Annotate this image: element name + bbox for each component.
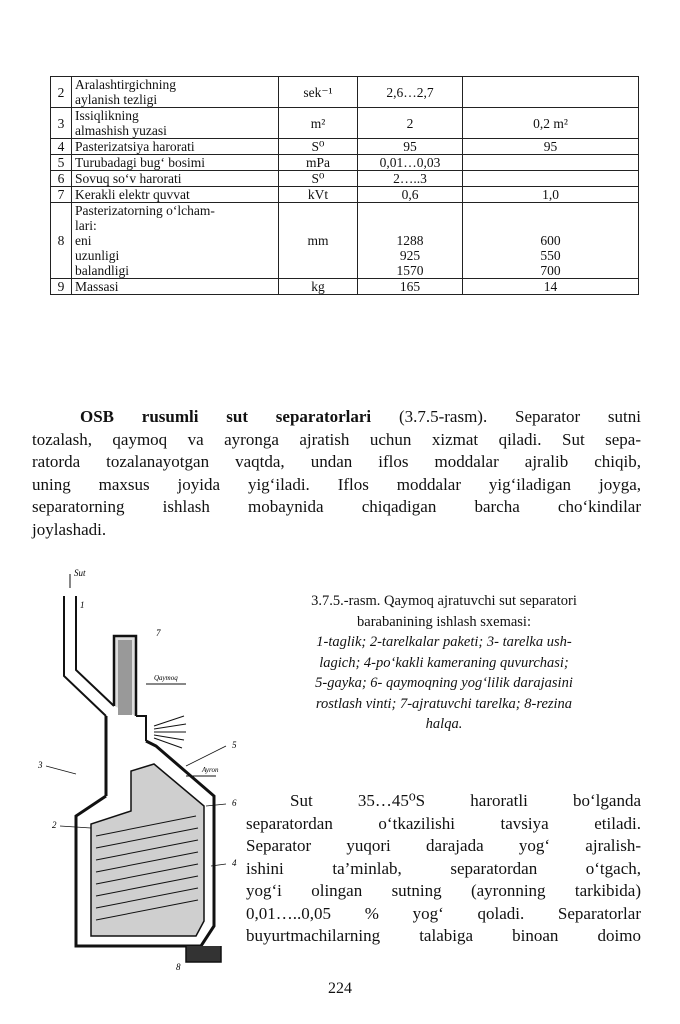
value-cell-1-line: 1570: [396, 263, 424, 278]
value-cell-1-line: 2: [406, 115, 414, 131]
value-cell-1-line: 0,01…0,03: [379, 155, 441, 170]
value-cell-1: [358, 279, 463, 295]
value-cell-2: [463, 139, 639, 155]
value-cell-2-line: [466, 85, 635, 100]
value-cell-1-line: [361, 203, 459, 218]
value-cell-2-line: [466, 218, 635, 233]
value-cell-1-line: 2…..3: [393, 171, 427, 186]
unit-cell: kVt: [279, 187, 358, 203]
specs-table: [50, 76, 639, 295]
label-8: 8: [176, 962, 181, 972]
value-cell-1-line: 2,6…2,7: [386, 84, 434, 100]
paragraph-line: ratorda tozalanayotgan vaqtda, undan iflos moddalar ajralib chiqib,: [32, 452, 641, 471]
table-row: [51, 77, 639, 108]
table-row: [51, 155, 639, 171]
caption-title: barabanining ishlash sxemasi:: [357, 613, 531, 630]
value-cell-2: [463, 77, 639, 108]
unit-cell: m²: [279, 108, 358, 139]
label-1: 1: [80, 600, 85, 610]
unit-cell: sek⁻¹: [279, 77, 358, 108]
table-row: [51, 139, 639, 155]
value-cell-2-line: 14: [543, 279, 558, 294]
value-cell-2-line: 1,0: [542, 187, 559, 202]
unit-cell: kg: [279, 279, 358, 295]
parameter-name-line: aylanish tezligi: [75, 92, 158, 107]
row-number: 9: [51, 279, 72, 295]
table-row: [51, 279, 639, 295]
label-6: 6: [232, 798, 237, 808]
table-row: [51, 203, 639, 279]
value-cell-1-line: 1288: [396, 233, 424, 248]
label-sut-inlet: Sut: [74, 568, 86, 578]
value-cell-2-line: 700: [540, 263, 561, 278]
value-cell-2-line: 0,2 m²: [533, 115, 568, 131]
separator-drum-diagram: [36, 566, 241, 976]
value-cell-1: [358, 108, 463, 139]
value-cell-2-line: [466, 155, 635, 170]
parameter-name: [72, 108, 279, 139]
parameter-name: [72, 203, 279, 279]
parameter-name-line: balandligi: [75, 263, 129, 278]
page-number: 224: [328, 980, 352, 997]
parameter-name-line: Issiqlikning: [75, 108, 139, 123]
value-cell-2-line: [466, 203, 635, 218]
text-line: separatordan o‘tkazilishi tavsiya etiladi.: [246, 813, 641, 833]
value-cell-2: [463, 155, 639, 171]
value-cell-1-line: 95: [403, 139, 417, 154]
unit-cell: S⁰: [279, 171, 358, 187]
value-cell-2-line: 600: [540, 233, 561, 248]
figure-caption: [248, 591, 640, 735]
parameter-name-line: Massasi: [75, 279, 119, 294]
label-3: 3: [38, 760, 43, 770]
paragraph-line: uning maxsus joyida yig‘iladi. Iflos moddalar yig‘iladigan joyga,: [32, 474, 641, 494]
paragraph-first-rest: (3.7.5-rasm). Separator sutni: [371, 407, 641, 426]
caption-item: halqa.: [425, 716, 463, 732]
parameter-name-line: Sovuq so‘v harorati: [75, 171, 182, 186]
unit-cell: mPa: [279, 155, 358, 171]
table-row: [51, 108, 639, 139]
parameter-name: [72, 155, 279, 171]
unit-cell: mm: [279, 203, 358, 279]
caption-item: 5-gayka; 6- qaymoqning yog‘lilik darajasini: [315, 675, 573, 691]
parameter-name-line: Pasterizatorning o‘lcham-: [75, 203, 215, 218]
row-number: 6: [51, 171, 72, 187]
caption-item: rostlash vinti; 7-ajratuvchi tarelka; 8-rezina: [315, 695, 573, 712]
paragraph-line: separatorning ishlash mobaynida chiqadigan barcha cho‘kindilar: [32, 497, 641, 516]
value-cell-2: [463, 279, 639, 295]
caption-title: 3.7.5.-rasm. Qaymoq ajratuvchi sut separatori: [311, 593, 577, 609]
text-line: Separator yuqori darajada yog‘ ajralish-: [246, 836, 641, 855]
value-cell-2: [463, 108, 639, 139]
label-2: 2: [52, 820, 57, 830]
parameter-name: [72, 139, 279, 155]
value-cell-1-line: 0,6: [401, 187, 419, 202]
paragraph-first-line: [32, 406, 641, 429]
value-cell-1: [358, 203, 463, 279]
parameter-name: [72, 187, 279, 203]
text-line: 0,01…..0,05 % yog‘ qoladi. Separatorlar: [246, 903, 641, 923]
table-row: [51, 187, 639, 203]
value-cell-2-line: 550: [540, 248, 561, 263]
value-cell-2: [463, 171, 639, 187]
value-cell-1-line: [361, 218, 459, 233]
parameter-name-line: Kerakli elektr quvvat: [75, 187, 190, 202]
value-cell-2-line: 95: [543, 139, 558, 154]
parameter-name-line: lari:: [75, 218, 97, 233]
text-line: ishini ta’minlab, separatordan o‘tgach,: [246, 858, 641, 878]
parameter-name: [72, 279, 279, 295]
value-cell-2: [463, 203, 639, 279]
row-number: 8: [51, 203, 72, 279]
value-cell-1-line: 165: [399, 279, 421, 294]
table-row: [51, 171, 639, 187]
row-number: 2: [51, 77, 72, 108]
label-qaymoq: Qaymoq: [154, 674, 178, 682]
value-cell-1: [358, 139, 463, 155]
parameter-name-line: Aralashtirgichning: [75, 77, 176, 92]
paragraph-bold-heading: OSB rusumli sut separatorlari: [80, 407, 372, 426]
text-line: Sut 35…45⁰S haroratli bo‘lganda: [290, 791, 641, 810]
value-cell-2: [463, 187, 639, 203]
parameter-name-line: almashish yuzasi: [75, 123, 167, 138]
paragraph-line: tozalash, qaymoq va ayronga ajratish uchun xizmat qiladi. Sut sepa-: [32, 429, 641, 449]
parameter-name: [72, 77, 279, 108]
label-7: 7: [156, 628, 161, 638]
text-line: yog‘i olingan sutning (ayronning tarkibida): [246, 881, 641, 900]
value-cell-1: [358, 187, 463, 203]
parameter-name-line: uzunligi: [75, 248, 120, 263]
row-number: 3: [51, 108, 72, 139]
value-cell-1: [358, 171, 463, 187]
unit-cell: S⁰: [279, 139, 358, 155]
label-4: 4: [232, 858, 237, 868]
parameter-name-line: Pasterizatsiya harorati: [75, 139, 195, 154]
value-cell-1-line: 925: [399, 248, 421, 263]
text-line: buyurtmachilarning talabiga binoan doimo: [246, 926, 641, 945]
parameter-name-line: Turubadagi bug‘ bosimi: [75, 155, 206, 170]
value-cell-1: [358, 77, 463, 108]
paragraph-line: joylashadi.: [32, 519, 107, 539]
caption-item: 1-taglik; 2-tarelkalar paketi; 3- tarelka ush-: [316, 634, 572, 650]
caption-item: lagich; 4-po‘kakli kameraning quvurchasi;: [319, 654, 569, 671]
row-number: 5: [51, 155, 72, 171]
label-5: 5: [232, 740, 237, 750]
label-ayron: Ayron: [202, 766, 219, 774]
value-cell-1: [358, 155, 463, 171]
separator-paragraph: [32, 406, 641, 541]
parameter-name-line: eni: [75, 233, 92, 248]
row-number: 7: [51, 187, 72, 203]
right-column-text: [246, 790, 641, 948]
row-number: 4: [51, 139, 72, 155]
value-cell-2-line: [466, 171, 635, 186]
parameter-name: [72, 171, 279, 187]
